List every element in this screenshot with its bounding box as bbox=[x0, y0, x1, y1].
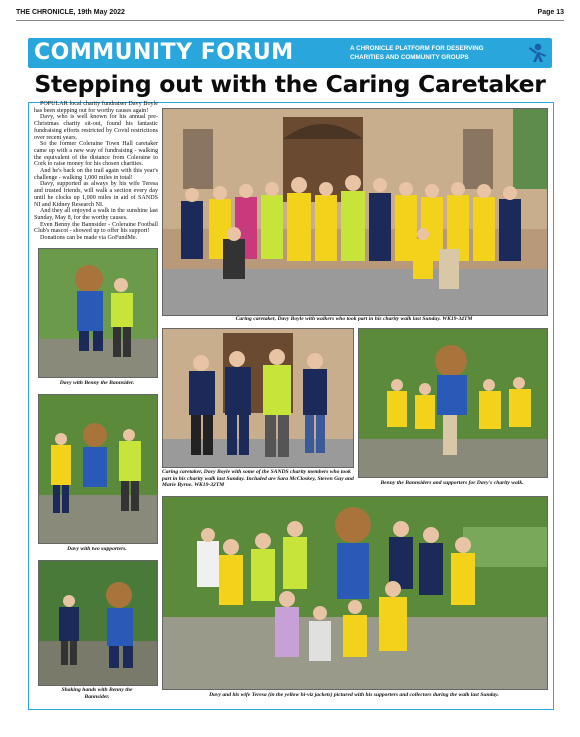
banner-subtitle bbox=[350, 44, 520, 62]
bottom-photo-caption: Davy and his wife Teresa (in the yellow hi-viz jackets) pictured with his supporters and collectors during the walk last Sunday. bbox=[209, 692, 499, 698]
main-group-photo bbox=[162, 108, 548, 316]
left-photo-3-caption-line2: Bannsider. bbox=[84, 693, 110, 700]
page-number: Page 13 bbox=[537, 9, 564, 16]
page-header bbox=[16, 6, 564, 21]
banner-title: COMMUNITY FORUM bbox=[34, 40, 294, 65]
community-forum-banner bbox=[28, 38, 552, 68]
photo-benny-and-supporters bbox=[358, 328, 548, 478]
photo-bottom-group bbox=[162, 496, 548, 690]
banner-subtitle-line1: A CHRONICLE PLATFORM FOR DESERVING bbox=[350, 45, 484, 52]
article-paragraph: Davy, who is well known for his annual pre-Christmas charity sit-out, found his fantastic fundraising efforts restricted by Covid restrictions over recent years. bbox=[34, 114, 158, 141]
article-paragraph: Davy, supported as always by his wife Teresa and trusted friends, will walk a section every day until he clocks up 1,000 miles in aid of SANDS NI and Kidney Research NI. bbox=[34, 181, 158, 208]
left-photo-2-caption: Davy with two supporters. bbox=[67, 546, 127, 552]
article-paragraph: And he's back on the trail again with this year's challenge - walking 1,000 miles in total! bbox=[34, 168, 158, 181]
main-photo-caption: Caring caretaker, Davy Boyle with walkers who took part in his charity walk last Sunday. WK19-34TM bbox=[235, 316, 473, 322]
publication-date: THE CHRONICLE, 19th May 2022 bbox=[16, 9, 125, 16]
article-paragraph: And they all enjoyed a walk in the sunshine last Sunday, May 8, for the worthy causes. bbox=[34, 208, 158, 221]
article-paragraph: Donations can be made via GoFundMe. bbox=[40, 235, 138, 242]
photo-davy-with-benny bbox=[38, 248, 158, 378]
article-paragraph: Even Benny the Bannsider - Coleraine Football Club's mascot - showed up to offer his support! bbox=[34, 221, 158, 235]
photo-shaking-hands bbox=[38, 560, 158, 686]
banner-subtitle-line2: CHARITIES AND COMMUNITY GROUPS bbox=[350, 54, 469, 61]
photo-davy-with-supporters bbox=[38, 394, 158, 544]
article-paragraph: POPULAR local charity fundraiser Davy Boyle has been stepping out for worthy causes again! bbox=[34, 101, 158, 114]
article-paragraph: So the former Coleraine Town Hall caretaker came up with a new way of fundraising - walking the equivalent of the distance from Coleraine to Cork to raise money for his chosen charities. bbox=[34, 141, 158, 168]
right-photo-caption: Benny the Bannsiders and supporters for Davy's charity walk. bbox=[380, 480, 524, 486]
mid-photo-caption: Caring caretaker, Davy Boyle with some of the SANDS charity members who took part in his charity walk last Sunday. Included are Sara McCloskey, Steven Guy and Marie Byrne. WK19-32TM bbox=[162, 469, 354, 489]
article-body bbox=[34, 101, 158, 242]
left-photo-1-caption: Davy with Benny the Bannsider. bbox=[59, 380, 135, 386]
person-waving-icon bbox=[526, 41, 550, 65]
headline: Stepping out with the Caring Caretaker bbox=[34, 70, 546, 98]
photo-sands-members bbox=[162, 328, 354, 468]
left-photo-3-caption-line1: Shaking hands with Benny the bbox=[61, 687, 133, 693]
left-photo-3-caption bbox=[38, 687, 156, 700]
